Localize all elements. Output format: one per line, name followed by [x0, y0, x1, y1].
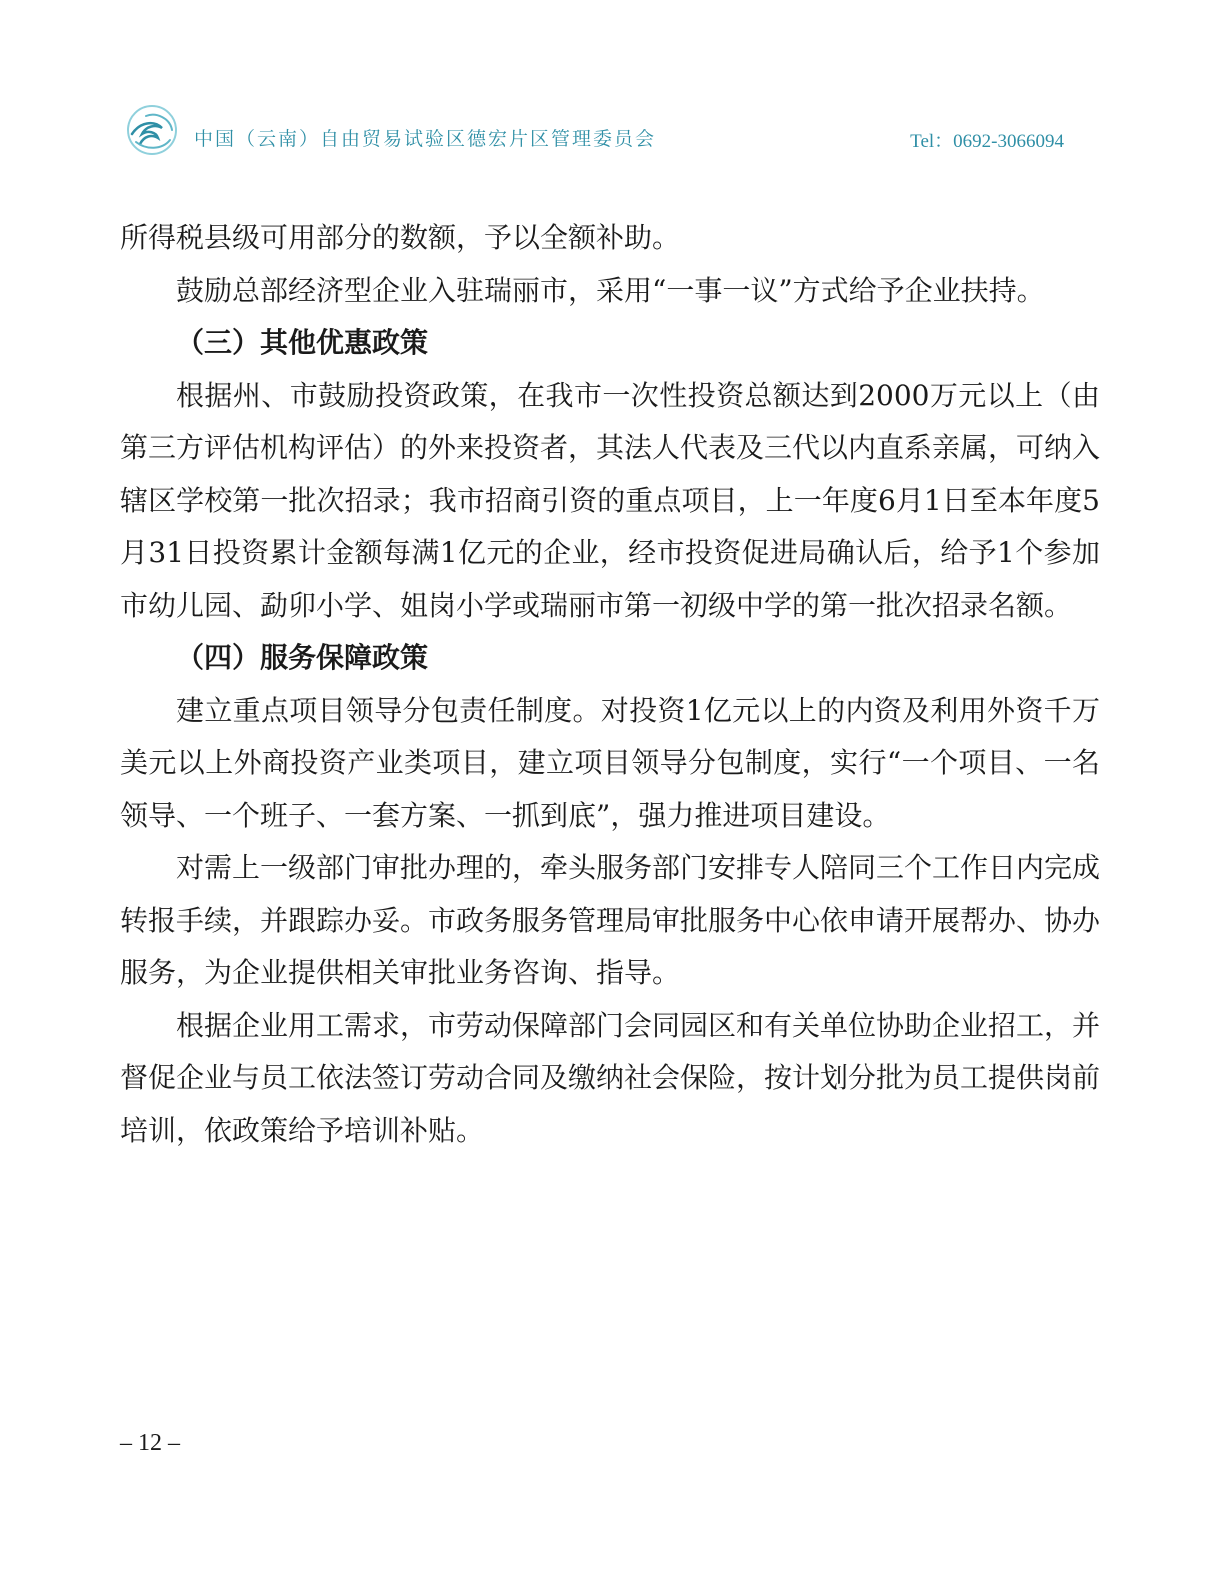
section-heading: （三）其他优惠政策 [176, 326, 429, 359]
telephone-number: Tel：0692-3066094 [910, 131, 1064, 152]
section-heading: （四）服务保障政策 [176, 641, 429, 674]
paragraph: 根据州、市鼓励投资政策，在我市一次性投资总额达到2000万元以上（由第三方评估机构评估）的外来投资者，其法人代表及三代以内直系亲属，可纳入辖区学校第一批次招录；我市招商引资的重点项目，上一年度6月1日至本年度5月31日投资累计金额每满1亿元的企业，经市投资促进局确认后，给予1个参加市幼儿园、勐卯小学、姐岗小学或瑞丽市第一初级中学的第一批次招录名额。 [120, 378, 1101, 622]
document-body [120, 212, 1100, 1157]
paragraph: 建立重点项目领导分包责任制度。对投资1亿元以上的内资及利用外资千万美元以上外商投资产业类项目，建立项目领导分包制度，实行“一个项目、一名领导、一个班子、一套方案、一抓到底”，强力推进项目建设。 [120, 693, 1100, 832]
paragraph: 根据企业用工需求，市劳动保障部门会同园区和有关单位协助企业招工，并督促企业与员工依法签订劳动合同及缴纳社会保险，按计划分批为员工提供岗前培训，依政策给予培训补贴。 [120, 1008, 1101, 1147]
page-header [120, 100, 1100, 160]
page-number: – 12 – [120, 1430, 180, 1456]
paragraph: 鼓励总部经济型企业入驻瑞丽市，采用“一事一议”方式给予企业扶持。 [176, 273, 1045, 307]
paragraph: 对需上一级部门审批办理的，牵头服务部门安排专人陪同三个工作日内完成转报手续，并跟踪办妥。市政务服务管理局审批服务中心依申请开展帮办、协办服务，为企业提供相关审批业务咨询、指导。 [120, 851, 1101, 989]
organization-name: 中国（云南）自由贸易试验区德宏片区管理委员会 [194, 128, 657, 150]
wave-swirl-logo-icon [126, 104, 178, 156]
paragraph: 所得税县级可用部分的数额，予以全额补助。 [120, 221, 681, 254]
